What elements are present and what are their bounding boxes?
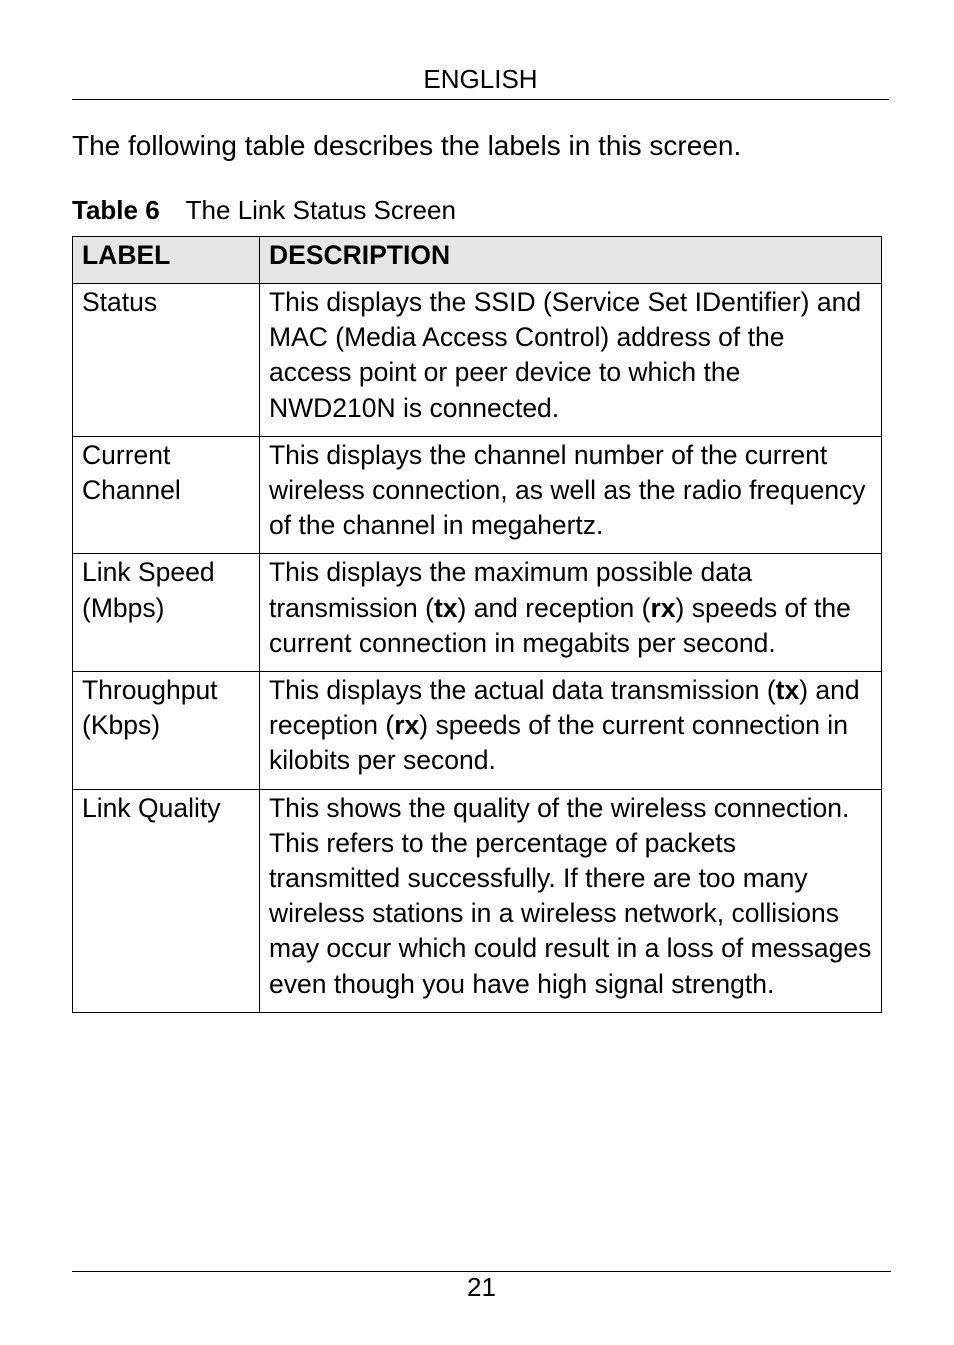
row-description [260,284,882,437]
row-label: Link Quality [73,789,260,1012]
tx-keyword: tx [775,675,800,706]
row-description [260,789,882,1012]
description-text: This displays the SSID (Service Set IDentifier) and MAC (Media Access Control) address of the access point or peer device to which the NWD210N is connected. [269,287,862,423]
label-description-table [72,236,882,1013]
description-text: This displays the channel number of the current wireless connection, as well as the radio frequency of the channel in megahertz. [269,439,866,541]
page-number: 21 [467,1272,496,1302]
rx-keyword: rx [650,592,676,623]
description-text: This displays the maximum possible data transmission ( [269,557,753,623]
description-text: ) speeds of the current connection in megabits per second. [269,592,851,658]
description-text: This displays the actual data transmission ( [269,675,776,706]
row-label: Status [73,284,260,437]
table-caption [72,193,456,227]
row-description [260,672,882,790]
page-header [72,60,889,100]
table-row [73,789,882,1012]
table-caption-number: Table 6 [72,195,160,225]
intro-paragraph: The following table describes the labels in this screen. [72,130,742,161]
row-label: Current Channel [73,436,260,554]
description-text: ) and reception ( [269,675,860,741]
row-description [260,436,882,554]
description-text: ) speeds of the current connection in kilobits per second. [269,710,848,776]
table-row [73,554,882,672]
column-header-description: DESCRIPTION [260,237,882,284]
table-row [73,436,882,554]
table-caption-title: The Link Status Screen [185,195,456,225]
description-text: ) and reception ( [457,592,651,623]
table-row [73,672,882,790]
tx-keyword: tx [433,592,458,623]
row-label: Link Speed (Mbps) [73,554,260,672]
header-title: ENGLISH [423,64,538,94]
row-description [260,554,882,672]
row-label: Throughput (Kbps) [73,672,260,790]
rx-keyword: rx [394,710,420,741]
table-header-row [73,237,882,284]
table-row [73,284,882,437]
column-header-label: LABEL [73,237,260,284]
description-text: This shows the quality of the wireless connection. This refers to the percentage of packets transmitted successfully. If there are too many wireless stations in a wireless network, collisions may occur which could result in a loss of messages even though you have high signal strength. [269,792,872,999]
